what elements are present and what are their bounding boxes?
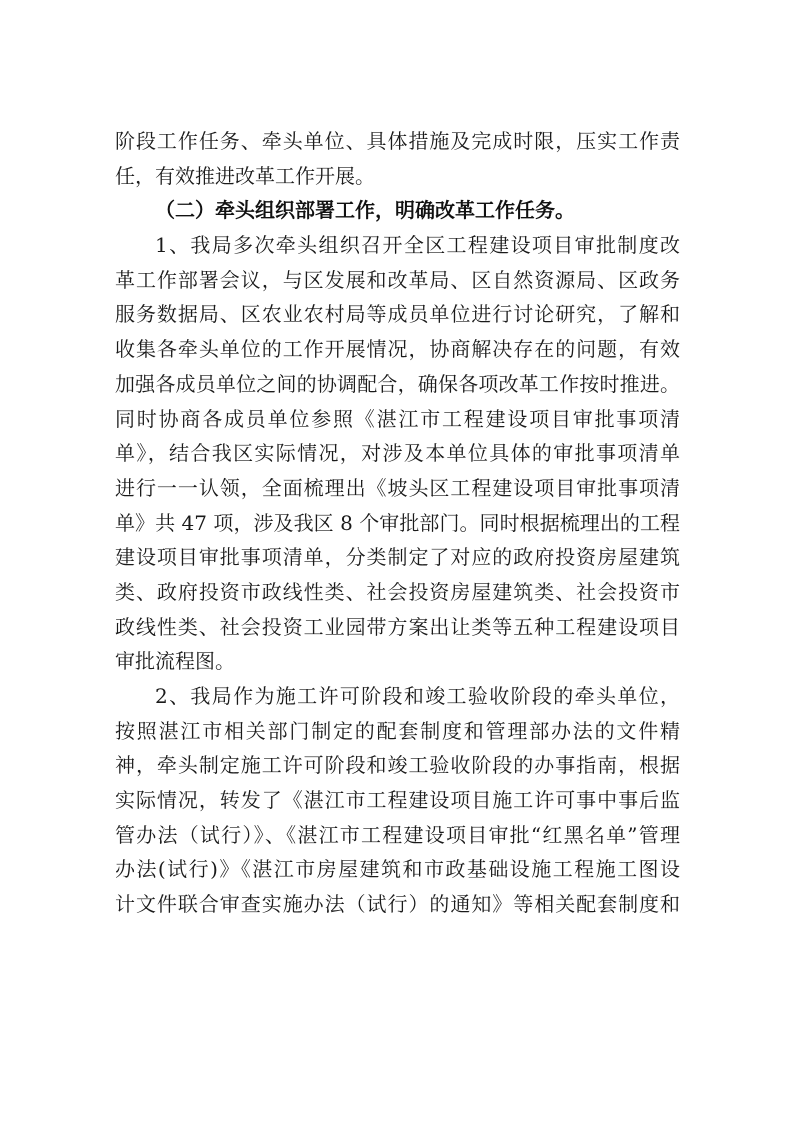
body-text-line: 政线性类、社会投资工业园带方案出让类等五种工程建设项目 <box>115 614 680 639</box>
body-text-line: 任，有效推进改革工作开展。 <box>115 163 375 188</box>
body-text-line: 单》，结合我区实际情况，对涉及本单位具体的审批事项清单 <box>115 441 680 466</box>
body-text-line: 按照湛江市相关部门制定的配套制度和管理部办法的文件精 <box>115 718 680 743</box>
body-text-line: 计文件联合审查实施办法（试行）的通知》等相关配套制度和 <box>115 892 680 917</box>
body-text-line: 2、我局作为施工许可阶段和竣工验收阶段的牵头单位， <box>155 684 680 708</box>
body-text-line: 1、我局多次牵头组织召开全区工程建设项目审批制度改 <box>155 233 680 258</box>
body-text-line: 类、政府投资市政线性类、社会投资房屋建筑类、社会投资市 <box>115 579 680 604</box>
body-text-line: 办法(试行)》《湛江市房屋建筑和市政基础设施工程施工图设 <box>115 857 680 882</box>
body-text-line: 神，牵头制定施工许可阶段和竣工验收阶段的办事指南，根据 <box>115 753 680 778</box>
body-text-line: 审批流程图。 <box>115 649 235 674</box>
body-text-line: 管办法（试行）》、《湛江市工程建设项目审批“红黑名单”管理 <box>115 822 680 847</box>
body-text-line: 收集各牵头单位的工作开展情况，协商解决存在的问题，有效 <box>115 337 680 362</box>
body-text-line: 阶段工作任务、牵头单位、具体措施及完成时限，压实工作责 <box>115 129 680 153</box>
body-text-line: 革工作部署会议，与区发展和改革局、区自然资源局、区政务 <box>115 267 680 292</box>
body-text-line: 加强各成员单位之间的协调配合，确保各项改革工作按时推进。 <box>115 371 680 396</box>
body-text-line: 同时协商各成员单位参照《湛江市工程建设项目审批事项清 <box>115 406 680 431</box>
body-text-line: 建设项目审批事项清单，分类制定了对应的政府投资房屋建筑 <box>115 545 680 570</box>
body-text-line: 单》共 47 项，涉及我区 8 个审批部门。同时根据梳理出的工程 <box>115 510 680 535</box>
body-text-line: 服务数据局、区农业农村局等成员单位进行讨论研究，了解和 <box>115 302 680 327</box>
section-heading: （二）牵头组织部署工作，明确改革工作任务。 <box>155 198 575 223</box>
document-page <box>115 124 680 922</box>
body-text-line: 实际情况，转发了《湛江市工程建设项目施工许可事中事后监 <box>115 788 680 813</box>
body-text-line: 进行一一认领，全面梳理出《坡头区工程建设项目审批事项清 <box>115 475 680 500</box>
